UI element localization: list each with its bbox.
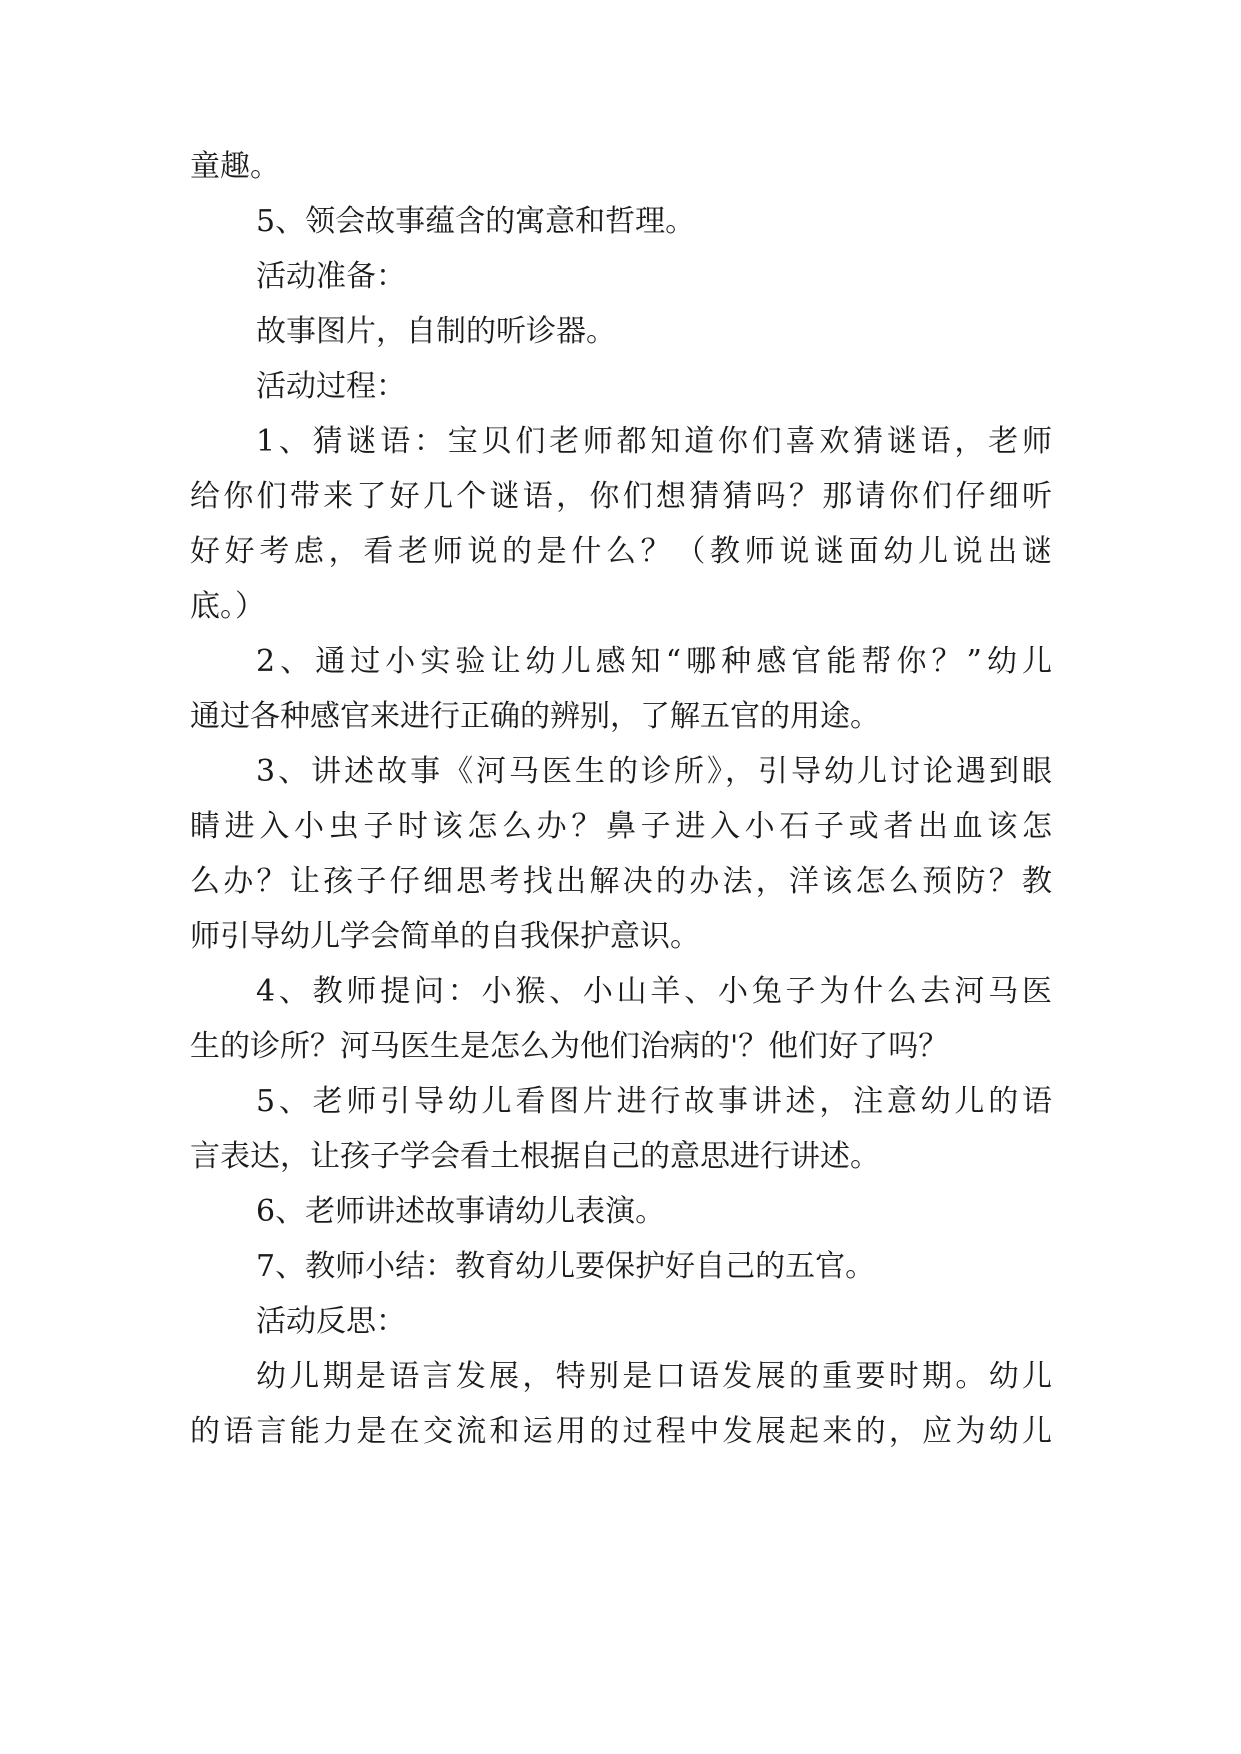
text-line: 给你们带来了好几个谜语，你们想猜猜吗？那请你们仔细听 — [190, 479, 1052, 514]
text-line: 7、教师小结：教育幼儿要保护好自己的五官。 — [256, 1249, 876, 1284]
section-heading: 活动准备： — [256, 259, 406, 294]
text-line: 4、教师提问：小猴、小山羊、小兔子为什么去河马医 — [256, 974, 1052, 1009]
text-line: 睛进入小虫子时该怎么办？鼻子进入小石子或者出血该怎 — [190, 809, 1052, 844]
text-line: 5、老师引导幼儿看图片进行故事讲述，注意幼儿的语 — [256, 1084, 1052, 1119]
section-heading: 活动过程： — [256, 369, 406, 404]
text-line: 故事图片，自制的听诊器。 — [256, 314, 616, 349]
text-line: 3、讲述故事《河马医生的诊所》，引导幼儿讨论遇到眼 — [256, 754, 1052, 789]
text-line: 的语言能力是在交流和运用的过程中发展起来的，应为幼儿 — [190, 1414, 1052, 1449]
text-line: 童趣。 — [190, 149, 280, 184]
text-line: 1、猜谜语：宝贝们老师都知道你们喜欢猜谜语，老师 — [256, 424, 1052, 459]
section-heading: 活动反思： — [256, 1304, 406, 1339]
text-line: 言表达，让孩子学会看土根据自己的意思进行讲述。 — [190, 1139, 880, 1174]
text-line: 么办？让孩子仔细思考找出解决的办法，洋该怎么预防？教 — [190, 864, 1052, 899]
text-line: 2、通过小实验让幼儿感知“哪种感官能帮你？”幼儿 — [256, 644, 1052, 679]
text-line: 6、老师讲述故事请幼儿表演。 — [256, 1194, 666, 1229]
text-line: 生的诊所？河马医生是怎么为他们治病的'？他们好了吗？ — [190, 1029, 949, 1064]
text-line: 底。） — [190, 589, 265, 624]
text-line: 幼儿期是语言发展，特别是口语发展的重要时期。幼儿 — [256, 1359, 1052, 1394]
text-line: 通过各种感官来进行正确的辨别，了解五官的用途。 — [190, 699, 880, 734]
text-line: 好好考虑，看老师说的是什么？（教师说谜面幼儿说出谜 — [190, 534, 1052, 569]
text-line: 师引导幼儿学会简单的自我保护意识。 — [190, 919, 700, 954]
text-line: 5、领会故事蕴含的寓意和哲理。 — [256, 204, 696, 239]
